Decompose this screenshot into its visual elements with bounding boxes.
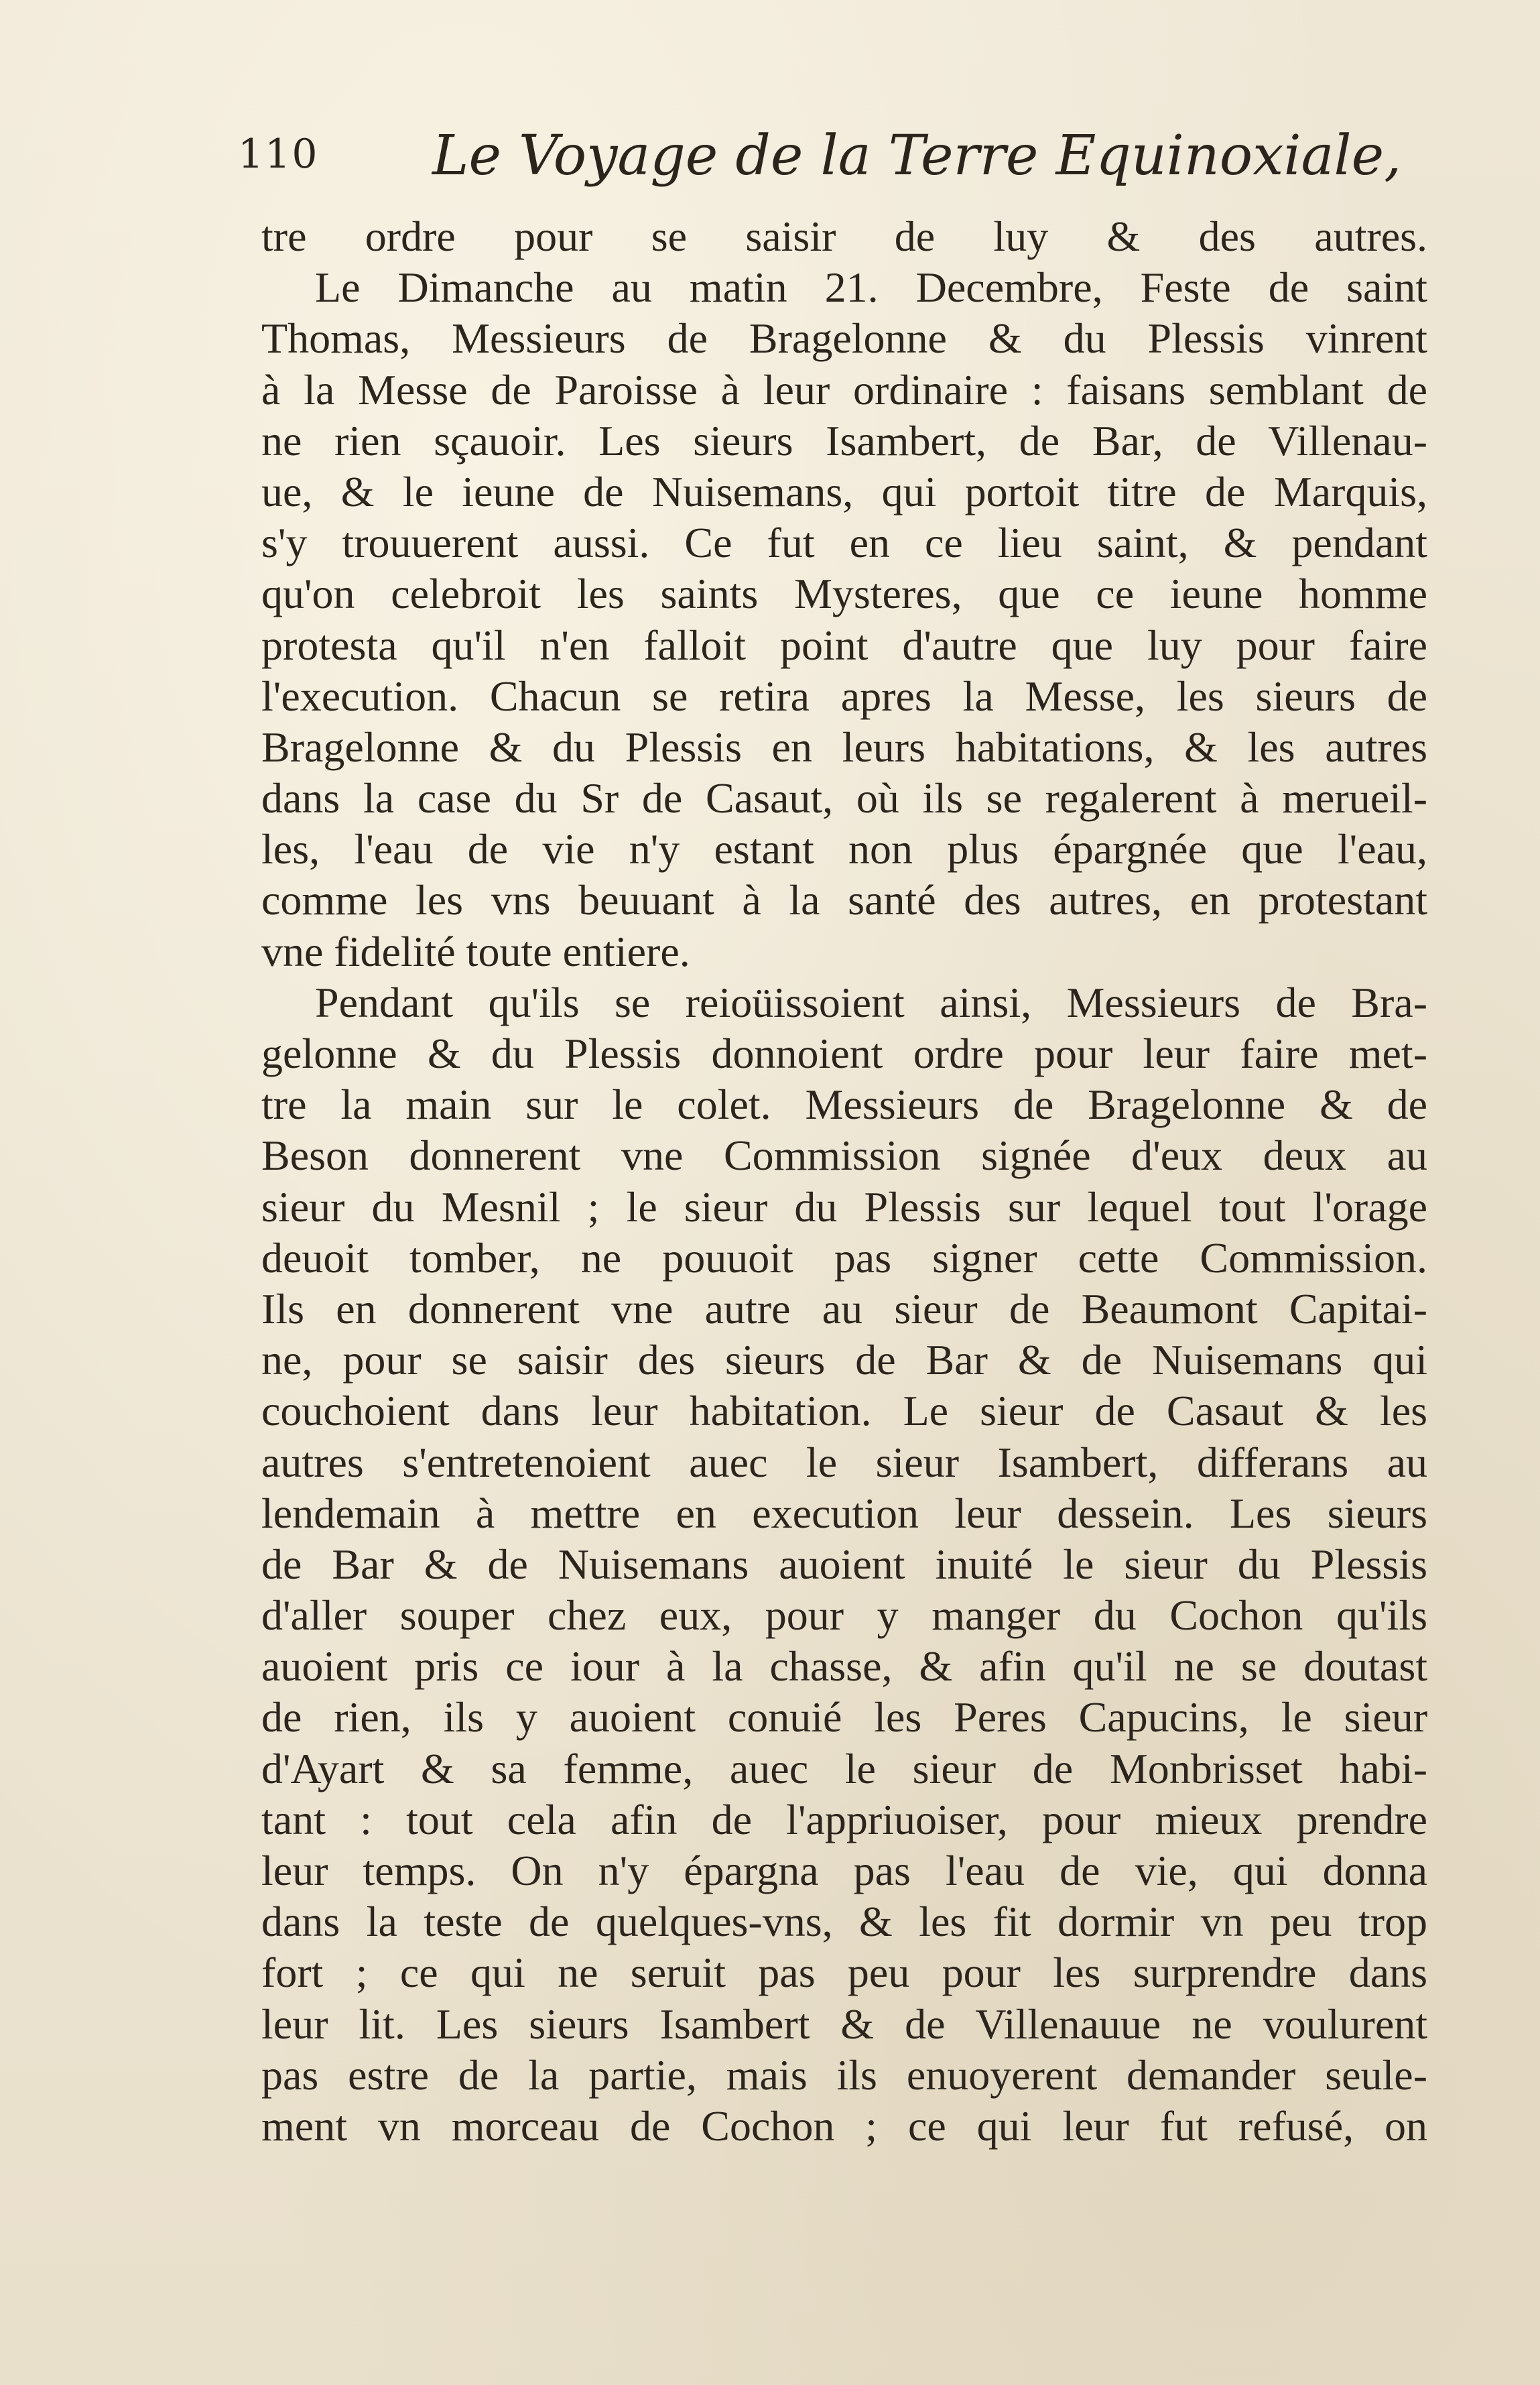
text-line: tre la main sur le colet. Messieurs de Bragelonne & de bbox=[261, 1081, 1427, 1129]
text-line: pas estre de la partie, mais ils enuoyerent demander seule- bbox=[261, 2051, 1427, 2099]
text-line: à la Messe de Paroisse à leur ordinaire : faisans semblant de bbox=[261, 365, 1427, 414]
text-line: ment vn morceau de Cochon ; ce qui leur fut refusé, on bbox=[261, 2101, 1427, 2150]
text-line: lendemain à mettre en execution leur dessein. Les sieurs bbox=[261, 1489, 1427, 1537]
text-line: gelonne & du Plessis donnoient ordre pour leur faire met- bbox=[261, 1030, 1427, 1077]
text-line: Thomas, Messieurs de Bragelonne & du Plessis vinrent bbox=[261, 314, 1427, 363]
page-number: 110 bbox=[238, 131, 319, 178]
text-line: ne rien sçauoir. Les sieurs Isambert, de Bar, de Villenau- bbox=[261, 416, 1427, 465]
text-line: protesta qu'il n'en falloit point d'autre que luy pour faire bbox=[261, 621, 1427, 669]
text-line: autres s'entretenoient auec le sieur Isambert, differans au bbox=[261, 1438, 1427, 1486]
text-line: dans la teste de quelques-vns, & les fit dormir vn peu trop bbox=[261, 1898, 1427, 1946]
body-text bbox=[261, 211, 1427, 2152]
text-line: Beson donnerent vne Commission signée d'eux deux au bbox=[261, 1132, 1427, 1180]
text-line: vne fidelité toute entiere. bbox=[261, 927, 690, 975]
text-line: d'Ayart & sa femme, auec le sieur de Monbrisset habi- bbox=[261, 1744, 1427, 1792]
text-line: Bragelonne & du Plessis en leurs habitations, & les autres bbox=[261, 723, 1427, 771]
text-line: ue, & le ieune de Nuisemans, qui portoit titre de Marquis, bbox=[261, 467, 1427, 515]
text-line: Le Dimanche au matin 21. Decembre, Feste de saint bbox=[315, 263, 1427, 312]
page-header bbox=[238, 124, 1402, 198]
text-line: de Bar & de Nuisemans auoient inuité le sieur du Plessis bbox=[261, 1540, 1427, 1588]
text-line: leur lit. Les sieurs Isambert & de Villenauue ne voulurent bbox=[261, 2000, 1427, 2048]
running-title: Le Voyage de la Terre Equinoxiale, bbox=[432, 124, 1402, 188]
text-line: Ils en donnerent vne autre au sieur de Beaumont Capitai- bbox=[261, 1284, 1427, 1333]
text-line: d'aller souper chez eux, pour y manger du Cochon qu'ils bbox=[261, 1591, 1427, 1640]
text-line: s'y trouuerent aussi. Ce fut en ce lieu saint, & pendant bbox=[261, 519, 1427, 567]
text-line: tre ordre pour se saisir de luy & des autres. bbox=[261, 212, 1427, 260]
text-line: comme les vns beuuant à la santé des autres, en protestant bbox=[261, 876, 1427, 924]
text-line: auoient pris ce iour à la chasse, & afin qu'il ne se doutast bbox=[261, 1642, 1427, 1691]
text-line: leur temps. On n'y épargna pas l'eau de vie, qui donna bbox=[261, 1847, 1427, 1894]
text-line: sieur du Mesnil ; le sieur du Plessis sur lequel tout l'orage bbox=[261, 1182, 1427, 1231]
text-line: deuoit tomber, ne pouuoit pas signer cette Commission. bbox=[261, 1233, 1427, 1282]
text-line: l'execution. Chacun se retira apres la Messe, les sieurs de bbox=[261, 672, 1427, 720]
text-line: Pendant qu'ils se reioüissoient ainsi, Messieurs de Bra- bbox=[315, 978, 1427, 1026]
text-line: tant : tout cela afin de l'appriuoiser, pour mieux prendre bbox=[261, 1795, 1427, 1843]
text-line: fort ; ce qui ne seruit pas peu pour les surprendre dans bbox=[261, 1949, 1427, 1997]
text-line: ne, pour se saisir des sieurs de Bar & de Nuisemans qui bbox=[261, 1336, 1427, 1384]
text-line: les, l'eau de vie n'y estant non plus épargnée que l'eau, bbox=[261, 825, 1427, 873]
text-line: couchoient dans leur habitation. Le sieur de Casaut & les bbox=[261, 1387, 1427, 1435]
text-line: de rien, ils y auoient conuié les Peres Capucins, le sieur bbox=[261, 1693, 1427, 1741]
text-line: dans la case du Sr de Casaut, où ils se regalerent à merueil- bbox=[261, 774, 1427, 822]
text-line: qu'on celebroit les saints Mysteres, que ce ieune homme bbox=[261, 570, 1427, 618]
